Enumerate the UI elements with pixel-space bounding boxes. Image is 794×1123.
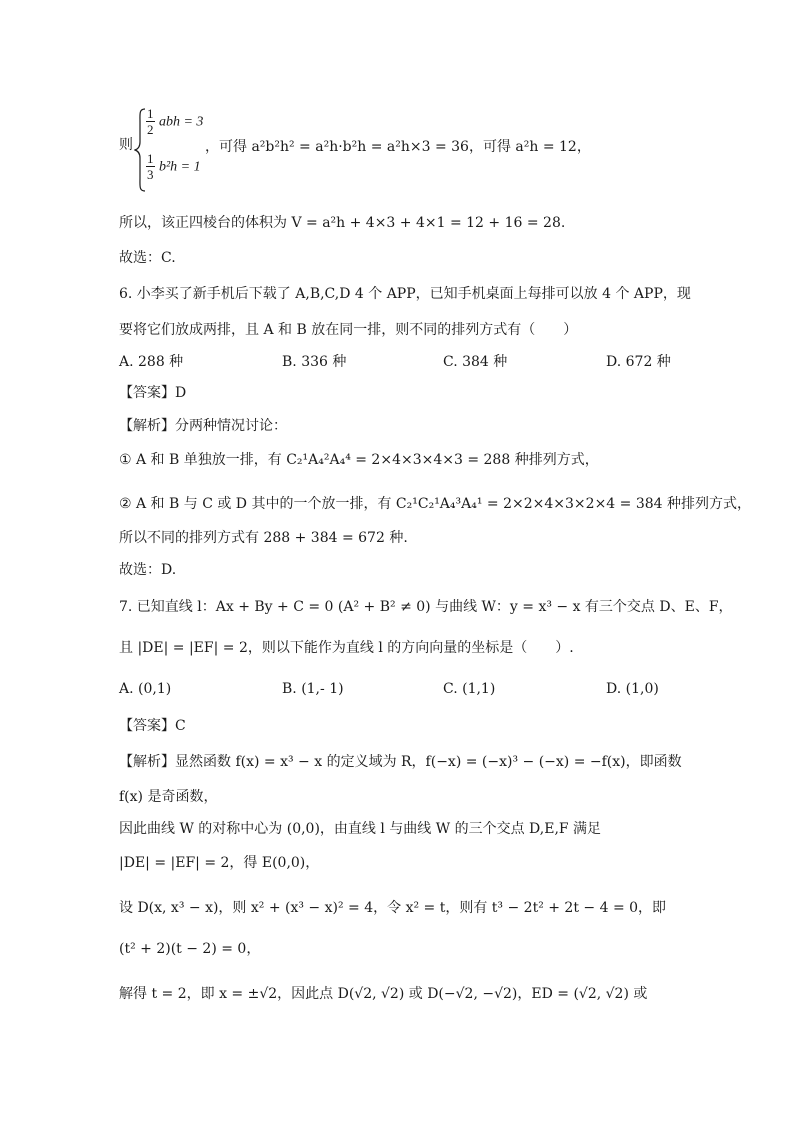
q7-option-a: A. (0,1) — [119, 681, 172, 697]
q6-answer: 【答案】D — [119, 385, 187, 401]
q7-analysis-line7: 解得 t = 2，即 x = ±√2，因此点 D(√2, √2) 或 D(−√2, −√2)，ED = (√2, √2) 或 — [119, 986, 648, 1002]
q7-analysis-line3: 因此曲线 W 的对称中心为 (0,0)，由直线 l 与曲线 W 的三个交点 D,E,F 满足 — [119, 821, 602, 837]
volume-result: 所以，该正四棱台的体积为 V = a²h + 4×3 + 4×1 = 12 + 16 = 28. — [119, 215, 566, 231]
q6-option-c: C. 384 种 — [443, 354, 508, 370]
q7-analysis-line4: |DE| = |EF| = 2，得 E(0,0)， — [119, 855, 320, 871]
q7-option-c: C. (1,1) — [443, 681, 496, 697]
q6-case1: ① A 和 B 单独放一排，有 C₂¹A₄²A₄⁴ = 2×4×3×4×3 = 288 种排列方式， — [119, 452, 599, 468]
q7-option-d: D. (1,0) — [606, 681, 659, 697]
q7-answer: 【答案】C — [119, 718, 186, 734]
q6-analysis-intro: 【解析】分两种情况讨论： — [119, 418, 287, 434]
q7-analysis-line5: 设 D(x, x³ − x)，则 x² + (x³ − x)² = 4，令 x² = t，则有 t³ − 2t² + 2t − 4 = 0，即 — [119, 900, 667, 916]
q7-stem-line1: 7. 已知直线 l：Ax + By + C = 0 (A² + B² ≠ 0) 与曲线 W：y = x³ − x 有三个交点 D、E、F， — [119, 599, 733, 615]
q6-stem-line2: 要将它们放成两排，且 A 和 B 放在同一排，则不同的排列方式有（ ） — [119, 322, 578, 338]
q6-option-a: A. 288 种 — [119, 354, 184, 370]
system-eq1: $\frac{1}{2}$ abh = 3 — [147, 106, 204, 137]
q7-option-b: B. (1,- 1) — [282, 681, 344, 697]
system-prefix: 则 — [119, 137, 133, 153]
system-eq2: $\frac{1}{3}$ b²h = 1 — [147, 151, 201, 182]
choose-5: 故选：C. — [119, 250, 176, 266]
q7-stem-line2: 且 |DE| = |EF| = 2，则以下能作为直线 l 的方向向量的坐标是（ ）. — [119, 640, 574, 656]
q6-option-b: B. 336 种 — [282, 354, 347, 370]
fraction-half: $\frac{1}{2}$ — [147, 106, 154, 137]
brace-icon — [134, 108, 146, 192]
q6-choose: 故选：D. — [119, 562, 177, 578]
q7-analysis-line6: (t² + 2)(t − 2) = 0， — [119, 941, 261, 957]
q6-option-d: D. 672 种 — [606, 354, 671, 370]
q7-analysis-line1: 【解析】显然函数 f(x) = x³ − x 的定义域为 R，f(−x) = (−x)³ − (−x) = −f(x)，即函数 — [119, 754, 682, 770]
q6-case2: ② A 和 B 与 C 或 D 其中的一个放一排，有 C₂¹C₂¹A₄³A₄¹ = 2×2×4×3×2×4 = 384 种排列方式， — [119, 496, 752, 512]
q7-analysis-line2: f(x) 是奇函数， — [119, 789, 218, 805]
system-brace — [134, 108, 146, 196]
q6-stem-line1: 6. 小李买了新手机后下载了 A,B,C,D 4 个 APP，已知手机桌面上每排可以放 4 个 APP，现 — [119, 286, 691, 302]
q6-sum: 所以不同的排列方式有 288 + 384 = 672 种. — [119, 530, 408, 546]
system-tail: ，可得 a²b²h² = a²h·b²h = a²h×3 = 36，可得 a²h = 12， — [205, 139, 591, 155]
fraction-third: $\frac{1}{3}$ — [147, 151, 154, 182]
